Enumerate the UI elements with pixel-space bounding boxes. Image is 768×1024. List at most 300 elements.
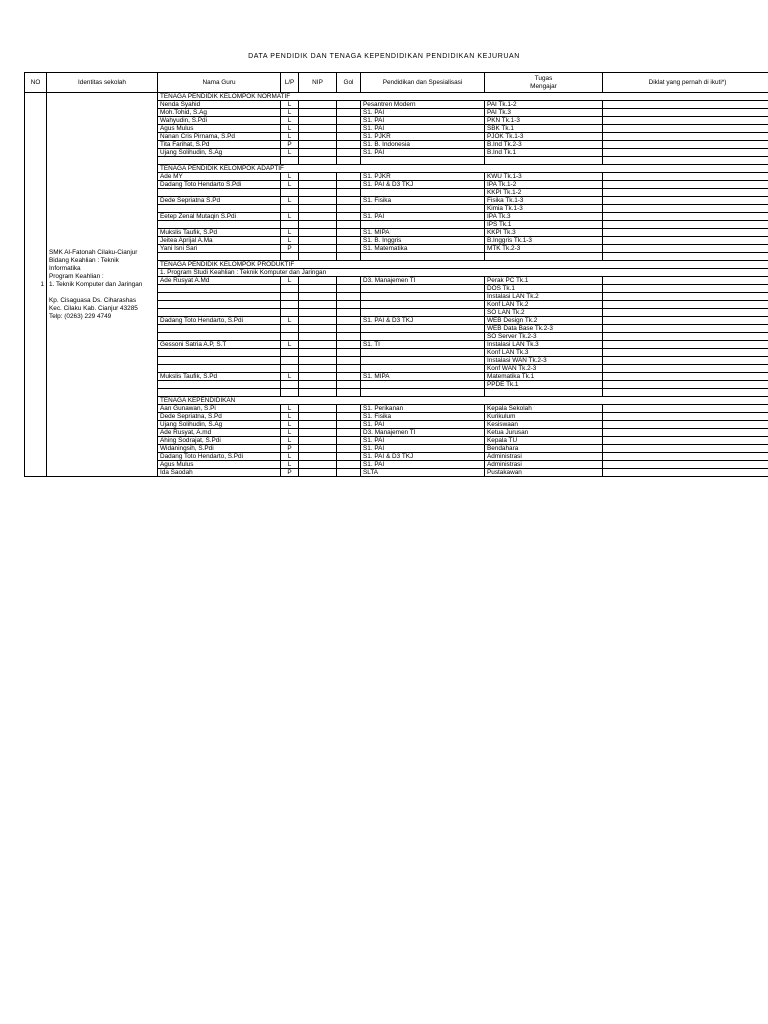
cell-gol (337, 365, 361, 373)
cell-nama-guru: Aan Gunawan, S.Pi (158, 405, 281, 413)
cell-nip (299, 293, 337, 301)
cell-gol (337, 373, 361, 381)
cell-diklat (603, 365, 768, 373)
cell-nama-guru: Mukslis Taufik, S.Pd (158, 373, 281, 381)
cell-gol (337, 317, 361, 325)
cell-gol (337, 141, 361, 149)
cell-gol (337, 117, 361, 125)
empty-cell (485, 157, 603, 165)
cell-nip (299, 429, 337, 437)
cell-pendidikan: S1. TI (361, 341, 485, 349)
cell-pendidikan: S1. Fisika (361, 413, 485, 421)
cell-gol (337, 285, 361, 293)
cell-diklat (603, 373, 768, 381)
cell-nama-guru: Dadang Toto Hendarto, S.Pdi (158, 453, 281, 461)
cell-nama-guru (158, 357, 281, 365)
empty-cell (281, 253, 299, 261)
cell-lp (281, 301, 299, 309)
cell-diklat (603, 469, 768, 477)
cell-pendidikan: S1. MIPA (361, 229, 485, 237)
cell-nip (299, 213, 337, 221)
cell-gol (337, 277, 361, 285)
cell-pendidikan (361, 357, 485, 365)
cell-lp: L (281, 461, 299, 469)
cell-gol (337, 205, 361, 213)
cell-lp (281, 357, 299, 365)
cell-diklat (603, 141, 768, 149)
cell-tugas-mengajar: SBK Tk.1 (485, 125, 603, 133)
cell-lp: L (281, 317, 299, 325)
cell-nama-guru: Dadang Toto Hendarto, S.Pdi (158, 317, 281, 325)
cell-nip (299, 221, 337, 229)
cell-tugas-mengajar: B.Ind Tk.1 (485, 149, 603, 157)
cell-lp: L (281, 109, 299, 117)
cell-nip (299, 341, 337, 349)
cell-nama-guru: Mukslis Taufik, S.Pd (158, 229, 281, 237)
cell-diklat (603, 245, 768, 253)
cell-gol (337, 173, 361, 181)
cell-tugas-mengajar: Konf LAN Tk.2 (485, 301, 603, 309)
cell-diklat (603, 197, 768, 205)
cell-tugas-mengajar: WEB Design Tk.2 (485, 317, 603, 325)
cell-nip (299, 245, 337, 253)
cell-gol (337, 445, 361, 453)
cell-diklat (603, 325, 768, 333)
cell-nip (299, 205, 337, 213)
cell-lp: L (281, 213, 299, 221)
cell-gol (337, 125, 361, 133)
cell-pendidikan: S1. PAI & D3 TKJ (361, 181, 485, 189)
cell-tugas-mengajar: SO LAN Tk.2 (485, 309, 603, 317)
cell-nip (299, 181, 337, 189)
cell-gol (337, 221, 361, 229)
cell-gol (337, 469, 361, 477)
cell-gol (337, 245, 361, 253)
school-identity-line: Telp: (0263) 229 4749 (49, 312, 112, 320)
cell-gol (337, 453, 361, 461)
cell-lp (281, 349, 299, 357)
cell-nip (299, 125, 337, 133)
cell-lp: L (281, 405, 299, 413)
cell-lp: L (281, 133, 299, 141)
cell-pendidikan: S1. Matematika (361, 245, 485, 253)
cell-lp: L (281, 229, 299, 237)
cell-lp (281, 221, 299, 229)
cell-diklat (603, 349, 768, 357)
school-identity-line: SMK Al-Fatonah Cilaku-Cianjur (49, 248, 138, 256)
section-heading: TENAGA KEPENDIDIKAN (158, 397, 768, 405)
header-pendidikan: Pendidikan dan Spesialisasi (361, 73, 485, 93)
cell-diklat (603, 293, 768, 301)
cell-tugas-mengajar: Kurikulum (485, 413, 603, 421)
header-lp: L/P (281, 73, 299, 93)
cell-gol (337, 437, 361, 445)
cell-lp: L (281, 149, 299, 157)
cell-nama-guru: Wahyudin, S.Pdi (158, 117, 281, 125)
cell-nama-guru: Ade Rusyat A.Md (158, 277, 281, 285)
cell-lp: L (281, 421, 299, 429)
cell-pendidikan: S1. Fisika (361, 197, 485, 205)
cell-nama-guru: Nenda Syahid (158, 101, 281, 109)
cell-nip (299, 277, 337, 285)
cell-nip (299, 117, 337, 125)
cell-diklat (603, 229, 768, 237)
cell-nip (299, 285, 337, 293)
cell-nama-guru (158, 325, 281, 333)
cell-diklat (603, 285, 768, 293)
cell-lp: L (281, 437, 299, 445)
cell-diklat (603, 381, 768, 389)
cell-nip (299, 405, 337, 413)
cell-pendidikan: S1. MIPA (361, 373, 485, 381)
cell-nama-guru: Dadang Toto Hendarto S.Pdi (158, 181, 281, 189)
empty-cell (337, 157, 361, 165)
cell-diklat (603, 405, 768, 413)
cell-nama-guru: Ida Saodah (158, 469, 281, 477)
cell-pendidikan: S1. PAI (361, 213, 485, 221)
cell-diklat (603, 125, 768, 133)
cell-pendidikan: S1. PAI & D3 TKJ (361, 317, 485, 325)
cell-diklat (603, 437, 768, 445)
cell-pendidikan: S1. PAI (361, 437, 485, 445)
cell-pendidikan: S1. PAI (361, 421, 485, 429)
empty-cell (361, 157, 485, 165)
cell-nama-guru (158, 293, 281, 301)
cell-diklat (603, 277, 768, 285)
cell-tugas-mengajar: PAI Tk.1-2 (485, 101, 603, 109)
cell-nama-guru: Ujang Solihudin, S.Ag (158, 421, 281, 429)
cell-lp (281, 381, 299, 389)
cell-diklat (603, 213, 768, 221)
cell-nama-guru: Gessoni Satria A.P, S.T (158, 341, 281, 349)
header-tugas-mengajar (485, 73, 603, 93)
cell-diklat (603, 109, 768, 117)
cell-diklat (603, 117, 768, 125)
cell-nip (299, 133, 337, 141)
cell-nip (299, 357, 337, 365)
cell-nama-guru: Eetep Zenal Mutaqin S.Pdi (158, 213, 281, 221)
cell-tugas-mengajar: KKPI Tk.1-2 (485, 189, 603, 197)
cell-tugas-mengajar: IPS Tk.1 (485, 221, 603, 229)
school-identity-line: Program Keahlian : (49, 272, 104, 280)
empty-cell (299, 389, 337, 397)
school-identity-line: Kp. Cisaguasa Ds. Ciharashas (49, 296, 137, 304)
cell-tugas-mengajar: KKPI Tk.3 (485, 229, 603, 237)
cell-lp: L (281, 429, 299, 437)
cell-nip (299, 237, 337, 245)
cell-diklat (603, 341, 768, 349)
empty-cell (361, 389, 485, 397)
cell-diklat (603, 133, 768, 141)
cell-gol (337, 357, 361, 365)
cell-diklat (603, 181, 768, 189)
cell-tugas-mengajar: Kepala Sekolah (485, 405, 603, 413)
section-heading: 1. Program Studi Keahlian : Teknik Komputer dan Jaringan (158, 269, 768, 277)
cell-tugas-mengajar: Kesiswaan (485, 421, 603, 429)
cell-diklat (603, 453, 768, 461)
cell-gol (337, 349, 361, 357)
cell-tugas-mengajar: Matematika Tk.1 (485, 373, 603, 381)
cell-pendidikan (361, 205, 485, 213)
cell-gol (337, 237, 361, 245)
cell-gol (337, 405, 361, 413)
cell-gol (337, 293, 361, 301)
cell-nip (299, 469, 337, 477)
cell-nip (299, 173, 337, 181)
cell-nama-guru: Ade MY (158, 173, 281, 181)
staff-table (24, 72, 768, 477)
cell-pendidikan (361, 325, 485, 333)
empty-cell (485, 253, 603, 261)
school-identity (47, 93, 158, 477)
cell-diklat (603, 221, 768, 229)
cell-lp (281, 293, 299, 301)
cell-pendidikan: S1. B. Inggris (361, 237, 485, 245)
cell-tugas-mengajar: Konf LAN Tk.3 (485, 349, 603, 357)
cell-pendidikan: S1. PAI (361, 117, 485, 125)
cell-pendidikan (361, 333, 485, 341)
cell-tugas-mengajar: MTK Tk.2-3 (485, 245, 603, 253)
cell-lp: L (281, 117, 299, 125)
cell-diklat (603, 421, 768, 429)
empty-cell (603, 253, 768, 261)
cell-diklat (603, 237, 768, 245)
cell-tugas-mengajar: SO Server Tk.2-3 (485, 333, 603, 341)
cell-gol (337, 309, 361, 317)
empty-cell (299, 253, 337, 261)
cell-nip (299, 461, 337, 469)
empty-cell (158, 253, 281, 261)
cell-gol (337, 333, 361, 341)
cell-lp (281, 285, 299, 293)
cell-gol (337, 229, 361, 237)
cell-pendidikan: S1. PJKR (361, 133, 485, 141)
cell-pendidikan (361, 381, 485, 389)
cell-nama-guru: Moh.Tohid, S.Ag (158, 109, 281, 117)
cell-nip (299, 413, 337, 421)
cell-lp (281, 189, 299, 197)
cell-tugas-mengajar: Administrasi (485, 461, 603, 469)
cell-nama-guru: Ahing Sodrajat, S.Pdi (158, 437, 281, 445)
cell-lp (281, 325, 299, 333)
cell-diklat (603, 173, 768, 181)
cell-diklat (603, 445, 768, 453)
cell-diklat (603, 189, 768, 197)
cell-gol (337, 197, 361, 205)
cell-tugas-mengajar: Ketua Jurusan (485, 429, 603, 437)
cell-nip (299, 189, 337, 197)
cell-lp: P (281, 469, 299, 477)
cell-gol (337, 381, 361, 389)
cell-nama-guru (158, 285, 281, 293)
cell-nip (299, 229, 337, 237)
cell-nama-guru: Widaningsih, S.Pdi (158, 445, 281, 453)
header-nama-guru: Nama Guru (158, 73, 281, 93)
cell-nama-guru (158, 381, 281, 389)
cell-lp: L (281, 373, 299, 381)
cell-nip (299, 301, 337, 309)
cell-pendidikan: D3. Manajemen TI (361, 429, 485, 437)
cell-tugas-mengajar: WEB Data Base Tk.2-3 (485, 325, 603, 333)
cell-pendidikan: S1. PAI (361, 445, 485, 453)
cell-tugas-mengajar: PAI Tk.3 (485, 109, 603, 117)
cell-gol (337, 413, 361, 421)
header-nip: NIP (299, 73, 337, 93)
cell-lp: L (281, 413, 299, 421)
cell-tugas-mengajar: DOS Tk.1 (485, 285, 603, 293)
cell-diklat (603, 301, 768, 309)
header-diklat: Diklat yang pernah di ikuti*) (603, 73, 768, 93)
cell-nip (299, 109, 337, 117)
cell-diklat (603, 357, 768, 365)
cell-tugas-mengajar: IPA Tk.3 (485, 213, 603, 221)
cell-gol (337, 181, 361, 189)
cell-pendidikan (361, 365, 485, 373)
cell-pendidikan (361, 309, 485, 317)
cell-tugas-mengajar: PPDE Tk.1 (485, 381, 603, 389)
empty-cell (158, 157, 281, 165)
cell-nip (299, 325, 337, 333)
cell-nama-guru (158, 333, 281, 341)
cell-lp (281, 365, 299, 373)
cell-nip (299, 373, 337, 381)
table-body (25, 93, 768, 477)
cell-nip (299, 149, 337, 157)
row-number: 1 (25, 93, 47, 477)
header-row (25, 73, 768, 93)
cell-tugas-mengajar: Pustakawan (485, 469, 603, 477)
cell-nama-guru: Ujang Solihudin, S.Ag (158, 149, 281, 157)
cell-tugas-mengajar: Kimia Tk.1-3 (485, 205, 603, 213)
cell-nama-guru: Dede Sepriatna S.Pd (158, 197, 281, 205)
cell-nip (299, 365, 337, 373)
cell-nama-guru (158, 301, 281, 309)
cell-gol (337, 133, 361, 141)
cell-nama-guru: Nanan Cris Pirnama, S.Pd (158, 133, 281, 141)
empty-cell (485, 389, 603, 397)
cell-tugas-mengajar: Bendahara (485, 445, 603, 453)
cell-pendidikan: S1. Perikanan (361, 405, 485, 413)
cell-diklat (603, 461, 768, 469)
cell-gol (337, 421, 361, 429)
cell-tugas-mengajar: KWU Tk.1-3 (485, 173, 603, 181)
cell-lp (281, 309, 299, 317)
cell-lp: L (281, 453, 299, 461)
cell-nama-guru: Tita Farihat, S.Pd (158, 141, 281, 149)
section-heading: TENAGA PENDIDIK KELOMPOK ADAPTIF (158, 165, 768, 173)
cell-gol (337, 189, 361, 197)
cell-nama-guru: Yani Isni Sari (158, 245, 281, 253)
cell-lp: L (281, 181, 299, 189)
cell-diklat (603, 317, 768, 325)
section-heading: TENAGA PENDIDIK KELOMPOK NORMATIF (158, 93, 768, 101)
empty-cell (603, 157, 768, 165)
cell-nama-guru (158, 365, 281, 373)
cell-diklat (603, 149, 768, 157)
header-tugas-line1: Tugas (534, 74, 553, 82)
empty-cell (281, 389, 299, 397)
empty-cell (337, 389, 361, 397)
cell-tugas-mengajar: Instalasi LAN Tk.2 (485, 293, 603, 301)
cell-pendidikan: SLTA (361, 469, 485, 477)
cell-gol (337, 101, 361, 109)
cell-nama-guru (158, 189, 281, 197)
cell-nama-guru: Jeitea Aprijal A.Ma (158, 237, 281, 245)
cell-gol (337, 429, 361, 437)
cell-lp (281, 205, 299, 213)
cell-nama-guru: Ade Rusyat, A.md (158, 429, 281, 437)
cell-nip (299, 421, 337, 429)
cell-gol (337, 301, 361, 309)
cell-tugas-mengajar: Kepala TU (485, 437, 603, 445)
cell-lp: L (281, 173, 299, 181)
document-title: DATA PENDIDIK DAN TENAGA KEPENDIDIKAN PENDIDIKAN KEJURUAN (248, 53, 520, 60)
cell-diklat (603, 333, 768, 341)
cell-nip (299, 197, 337, 205)
header-gol: Gol (337, 73, 361, 93)
cell-nip (299, 317, 337, 325)
cell-pendidikan: S1. B. Indonesia (361, 141, 485, 149)
cell-pendidikan: S1. PAI (361, 125, 485, 133)
empty-cell (361, 253, 485, 261)
cell-nama-guru (158, 221, 281, 229)
empty-cell (603, 389, 768, 397)
section-heading: TENAGA PENDIDIK KELOMPOK PRODUKTIF (158, 261, 768, 269)
cell-nip (299, 445, 337, 453)
cell-tugas-mengajar: PJOK Tk.1-3 (485, 133, 603, 141)
cell-tugas-mengajar: B.Inggris Tk.1-3 (485, 237, 603, 245)
cell-gol (337, 109, 361, 117)
cell-nama-guru (158, 205, 281, 213)
cell-nama-guru (158, 349, 281, 357)
cell-lp: P (281, 245, 299, 253)
cell-pendidikan (361, 293, 485, 301)
cell-tugas-mengajar: IPA Tk.1-2 (485, 181, 603, 189)
cell-tugas-mengajar: Fisika Tk.1-3 (485, 197, 603, 205)
school-identity-line: 1. Teknik Komputer dan Jaringan (49, 280, 143, 288)
school-identity-line: Bidang Keahlian : Teknik (49, 256, 119, 264)
cell-pendidikan: D3. Manajemen TI (361, 277, 485, 285)
school-identity-line: Informatika (49, 264, 81, 272)
cell-pendidikan: S1. PAI (361, 109, 485, 117)
cell-diklat (603, 429, 768, 437)
cell-diklat (603, 309, 768, 317)
cell-pendidikan: S1. PAI & D3 TKJ (361, 453, 485, 461)
table-row (25, 93, 768, 101)
cell-pendidikan: S1. PAI (361, 149, 485, 157)
cell-lp: P (281, 141, 299, 149)
empty-cell (337, 253, 361, 261)
cell-lp: P (281, 445, 299, 453)
school-identity-line (49, 289, 155, 297)
cell-nip (299, 309, 337, 317)
cell-lp: L (281, 101, 299, 109)
cell-tugas-mengajar: Instalasi WAN Tk.2-3 (485, 357, 603, 365)
cell-pendidikan: Pesantren Modern (361, 101, 485, 109)
cell-nip (299, 333, 337, 341)
cell-tugas-mengajar: Administrasi (485, 453, 603, 461)
cell-pendidikan (361, 221, 485, 229)
header-tugas-line2: Mengajar (530, 82, 557, 90)
cell-tugas-mengajar: Perak PC Tk.1 (485, 277, 603, 285)
cell-nama-guru (158, 309, 281, 317)
cell-nip (299, 101, 337, 109)
cell-lp: L (281, 125, 299, 133)
cell-gol (337, 149, 361, 157)
empty-cell (281, 157, 299, 165)
cell-lp (281, 333, 299, 341)
cell-pendidikan (361, 301, 485, 309)
